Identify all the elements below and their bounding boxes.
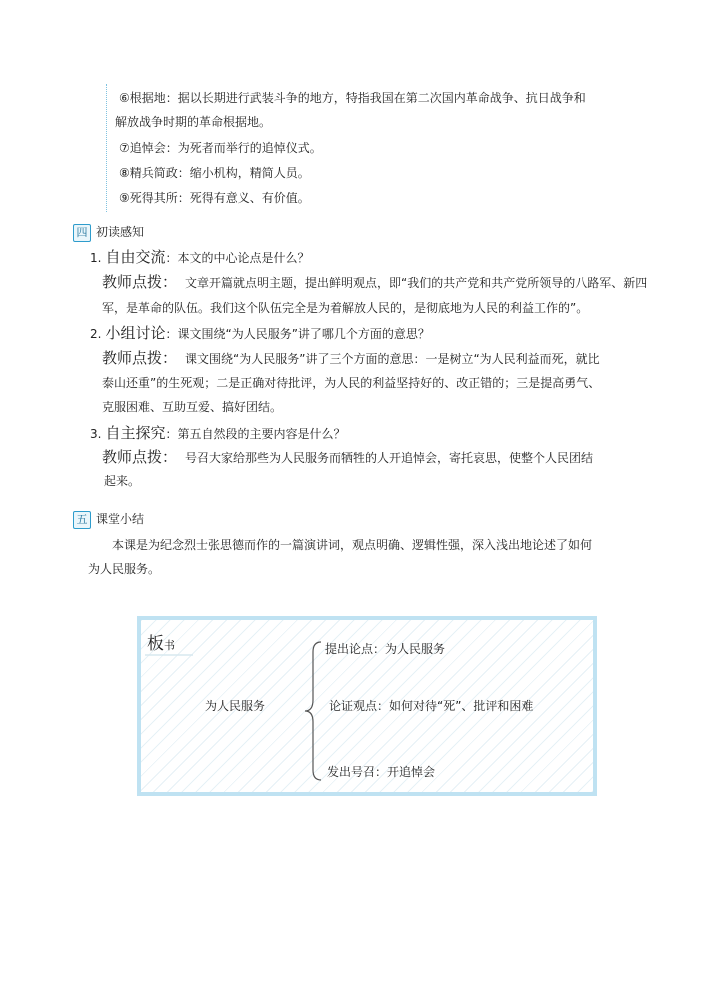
title-underline (145, 652, 195, 658)
question-sep: ： (165, 427, 178, 441)
board-diagram (137, 616, 597, 796)
question-2 (90, 324, 430, 343)
board-branch-1: 提出论点：为人民服务 (325, 642, 446, 656)
answer-1-line-2: 军，是革命的队伍。我们这个队伍完全是为着解放人民的，是彻底地为人民的利益工作的”。 (102, 301, 589, 315)
answer-3-line-1 (102, 448, 593, 467)
board-title-main: 板 (147, 634, 164, 654)
question-label: 自由交流 (105, 248, 166, 266)
answer-2-line-2: 泰山还重”的生死观；二是正确对待批评，为人民的利益坚持好的、改正错的；三是提高勇气、 (102, 376, 601, 390)
question-text: 本文的中心论点是什么？ (177, 251, 310, 265)
question-label: 小组讨论 (105, 324, 166, 342)
question-text: 第五自然段的主要内容是什么？ (177, 427, 346, 441)
question-label: 自主探究 (105, 424, 166, 442)
vocab-line: 解放战争时期的革命根据地。 (115, 115, 272, 129)
summary-line-1: 本课是为纪念烈士张思德而作的一篇演讲词，观点明确、逻辑性强，深入浅出地论述了如何 (112, 538, 593, 552)
vocab-line: ⑥根据地：据以长期进行武装斗争的地方，特指我国在第二次国内革命战争、抗日战争和 (119, 91, 586, 105)
answer-text: 文章开篇就点明主题，提出鲜明观点，即“我们的共产党和共产党所领导的八路军、新四 (185, 276, 648, 290)
question-number: 1. (90, 251, 102, 265)
vocab-line: ⑧精兵简政：缩小机构，精简人员。 (119, 166, 310, 180)
brace-icon (301, 638, 329, 784)
vocab-line: ⑦追悼会：为死者而举行的追悼仪式。 (119, 141, 322, 155)
answer-lead: 教师点拨： (102, 448, 178, 466)
vocab-line: ⑨死得其所：死得有意义、有价值。 (119, 191, 310, 205)
answer-lead: 教师点拨： (102, 349, 178, 367)
answer-2-line-1 (102, 349, 600, 368)
answer-2-line-3: 克服困难、互助互爱、搞好团结。 (102, 400, 283, 414)
answer-text: 课文围绕“为人民服务”讲了三个方面的意思：一是树立“为人民利益而死，就比 (185, 352, 600, 366)
question-sep: ： (165, 251, 178, 265)
section-title-4: 初读感知 (96, 225, 145, 239)
question-1 (90, 248, 310, 267)
answer-1-line-1 (102, 273, 647, 292)
summary-line-2: 为人民服务。 (88, 562, 161, 576)
question-sep: ： (165, 327, 178, 341)
question-text: 课文围绕“为人民服务”讲了哪几个方面的意思？ (177, 327, 430, 341)
section-title-5: 课堂小结 (96, 512, 145, 526)
section-number-5: 五 (73, 511, 91, 529)
answer-text: 号召大家给那些为人民服务而牺牲的人开追悼会，寄托哀思，使整个人民团结 (185, 451, 594, 465)
board-branch-2: 论证观点：如何对待“死”、批评和困难 (329, 699, 534, 713)
section-number-4: 四 (73, 224, 91, 242)
board-branch-3: 发出号召：开追悼会 (327, 765, 436, 779)
board-title-sub: 书 (164, 639, 175, 652)
answer-3-line-2: 起来。 (104, 474, 141, 488)
answer-lead: 教师点拨： (102, 273, 178, 291)
vocab-notes (106, 84, 667, 212)
question-number: 2. (90, 327, 102, 341)
board-center-topic: 为人民服务 (205, 699, 266, 713)
question-3 (90, 424, 346, 443)
question-number: 3. (90, 427, 102, 441)
